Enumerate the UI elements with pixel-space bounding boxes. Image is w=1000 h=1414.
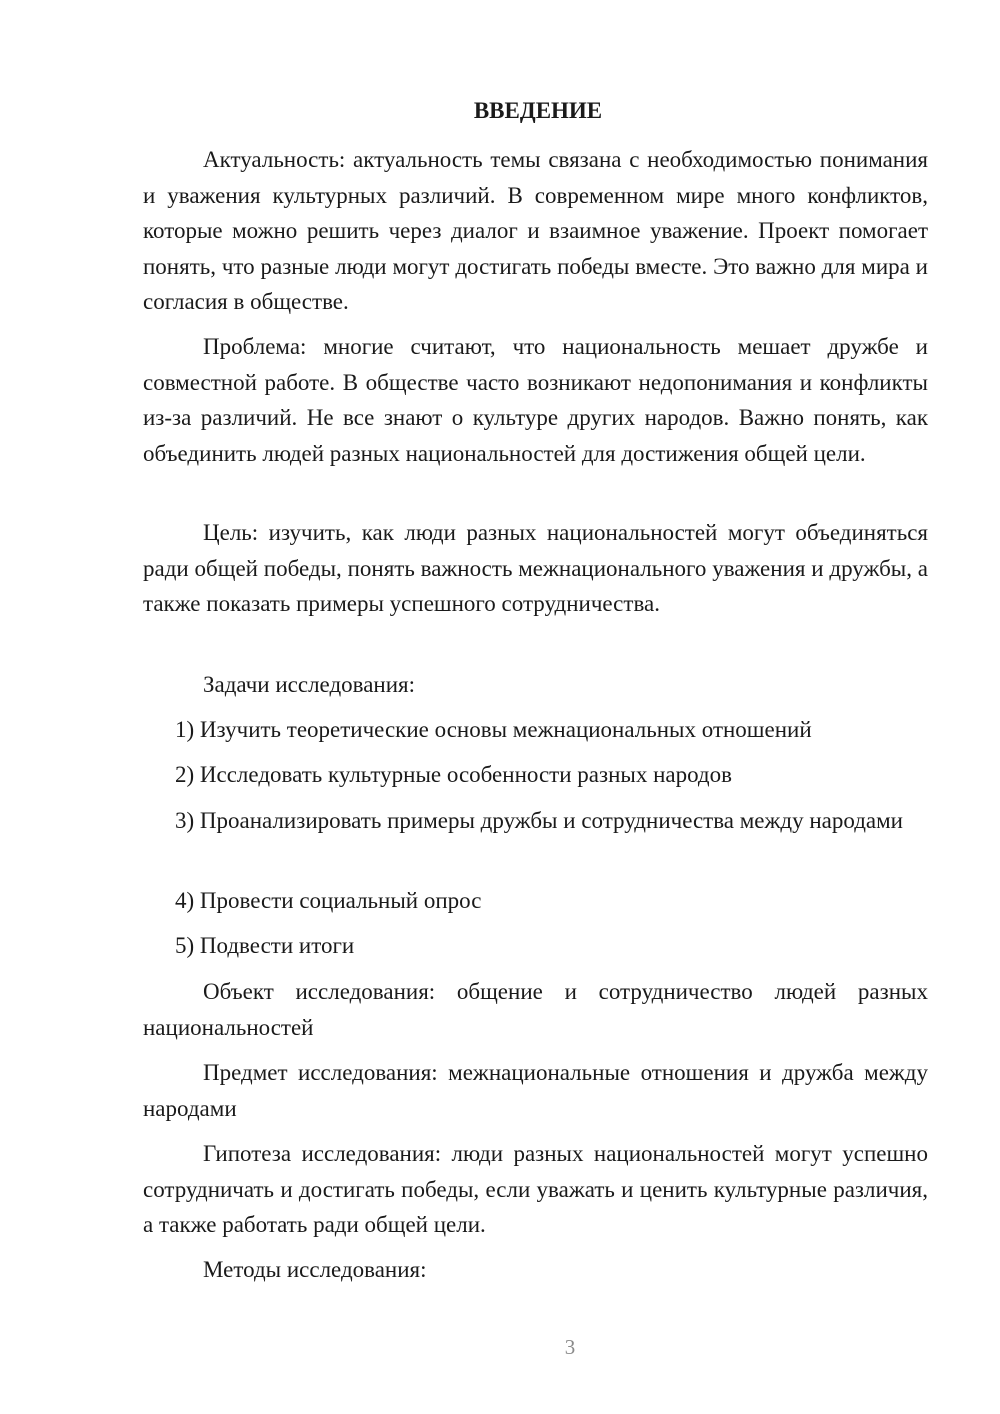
page-title: ВВЕДЕНИЕ — [473, 98, 603, 123]
object-paragraph: Объект исследования: общение и сотрудничество людей разных национальностей — [143, 979, 928, 1040]
problem-paragraph: Проблема: многие считают, что национальность мешает дружбе и совместной работе. В обществе часто возникают недопонимания и конфликты из-за различий. Не все знают о культуре других народов. Важно понять, как объединить людей разных национальностей для достижения общей цели. — [143, 334, 928, 466]
task-item: 1) Изучить теоретические основы межнациональных отношений — [175, 717, 812, 742]
task-item: 2) Исследовать культурные особенности разных народов — [175, 762, 732, 787]
methods-heading: Методы исследования: — [203, 1257, 427, 1282]
tasks-heading: Задачи исследования: — [203, 672, 416, 697]
task-item: 3) Проанализировать примеры дружбы и сотрудничества между народами — [175, 808, 903, 833]
goal-paragraph: Цель: изучить, как люди разных национальностей могут объединяться ради общей победы, понять важность межнационального уважения и дружбы, а также показать примеры успешного сотрудничества. — [143, 520, 928, 616]
relevance-paragraph: Актуальность: актуальность темы связана с необходимостью понимания и уважения культурных различий. В современном мире много конфликтов, которые можно решить через диалог и взаимное уважение. Проект помогает понять, что разные люди могут достигать победы вместе. Это важно для мира и согласия в обществе. — [143, 147, 928, 314]
task-item: 5) Подвести итоги — [175, 933, 355, 958]
hypothesis-paragraph: Гипотеза исследования: люди разных национальностей могут успешно сотрудничать и достигать победы, если уважать и ценить культурные различия, а также работать ради общей цели. — [143, 1141, 928, 1237]
page-number: 3 — [564, 1335, 576, 1359]
subject-paragraph: Предмет исследования: межнациональные отношения и дружба между народами — [143, 1060, 928, 1121]
task-item: 4) Провести социальный опрос — [175, 888, 482, 913]
